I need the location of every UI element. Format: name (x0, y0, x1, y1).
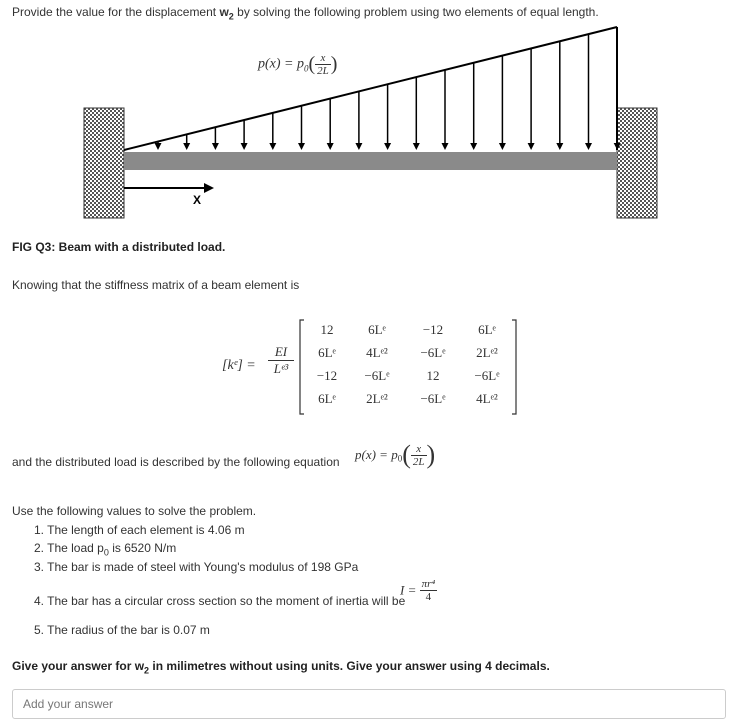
stiffness-matrix (302, 322, 516, 414)
value-item-2-sub: 0 (103, 547, 109, 558)
matrix-cell-r1-c4: 6Lᵉ (478, 322, 496, 337)
value-item-4 (34, 594, 405, 608)
load-arrow-head (212, 143, 219, 150)
value-item-2 (34, 541, 176, 559)
value-item-2-prefix: 2. The load p (34, 541, 104, 555)
matrix-cell-r1-c3: −12 (422, 322, 444, 337)
x-axis-label: X (193, 193, 202, 207)
x-axis-arrowhead (204, 183, 214, 193)
figure-eq-lhs: p(x) = p (258, 56, 304, 72)
figure-eq-num: x (315, 52, 331, 65)
stiffness-intro: Knowing that the stiffness matrix of a beam element is (12, 278, 300, 292)
load-arrows (155, 27, 621, 150)
beam (124, 152, 617, 170)
figure-eq-den: 2L (317, 65, 329, 77)
load-eq-den: 2L (412, 455, 425, 468)
value-item-4-text: 4. The bar has a circular cross section so the moment of inertia will be (34, 594, 406, 608)
value-item-1: 1. The length of each element is 4.06 m (34, 523, 245, 537)
load-arrow-head (413, 143, 420, 150)
figure-caption: FIG Q3: Beam with a distributed load. (12, 240, 226, 254)
left-wall-support (84, 108, 124, 218)
value-item-5: 5. The radius of the bar is 0.07 m (34, 623, 210, 637)
load-arrow-head (384, 143, 391, 150)
matrix-cell-r4-c1: 6Lᵉ (318, 391, 336, 406)
matrix-cell-r3-c4: −6Lᵉ (474, 368, 500, 383)
matrix-cell-r2-c1: 6Lᵉ (318, 345, 336, 360)
beam-figure (0, 0, 741, 240)
load-arrow-head (442, 143, 449, 150)
matrix-cell-r2-c4: 2Lᵉ² (476, 345, 498, 360)
matrix-cell-r3-c3: 12 (426, 368, 440, 383)
stiffness-lhs: [kᵉ] = (222, 358, 256, 373)
load-description-equation: $p(x) = p_0$( $\frac{x}{2L}$ ) (355, 440, 436, 469)
inertia-equation (400, 578, 437, 603)
load-description-text: and the distributed load is described by the following equation (12, 455, 340, 469)
intro-prefix: Provide the value for the displacement (12, 5, 220, 19)
intro-var-sub: 2 (228, 11, 234, 22)
load-description (12, 455, 340, 469)
matrix-cell-r2-c3: −6Lᵉ (420, 345, 446, 360)
matrix-cell-r2-c2: 4Lᵉ² (366, 345, 388, 360)
answer-instruction (12, 659, 550, 677)
load-arrow-head (528, 143, 535, 150)
intro-suffix: by solving the following problem using two elements of equal length. (233, 5, 599, 19)
matrix-cell-r1-c1: 12 (320, 322, 334, 337)
answer-input[interactable] (12, 689, 726, 719)
load-eq-num: x (411, 443, 427, 456)
load-eq-lhs: p(x) = p (355, 447, 398, 462)
inertia-num: πr⁴ (421, 578, 436, 590)
load-arrow-head (355, 143, 362, 150)
figure-load-equation: $p(x) = p_0$( $\frac{x}{2L}$ ) (258, 52, 338, 77)
matrix-cell-r4-c3: −6Lᵉ (420, 391, 446, 406)
instruction-prefix: Give your answer for w (12, 659, 145, 673)
instruction-sub: 2 (144, 665, 150, 676)
load-arrow-head (470, 143, 477, 150)
load-eq-sub: 0 (397, 453, 403, 464)
stiffness-coef-den: Lᵉ³ (273, 361, 289, 376)
load-arrow-head (327, 143, 334, 150)
stiffness-coef (268, 344, 294, 377)
matrix-cell-r4-c2: 2Lᵉ² (366, 391, 388, 406)
load-arrow-head (241, 143, 248, 150)
matrix-cell-r1-c2: 6Lᵉ (368, 322, 386, 337)
instruction-suffix: in milimetres without using units. Give your answer using 4 decimals. (149, 659, 550, 673)
inertia-den: 4 (425, 591, 432, 603)
intro-var-letter: w (219, 5, 229, 19)
right-wall-support (617, 108, 657, 218)
matrix-cell-r3-c1: −12 (316, 368, 338, 383)
values-intro: Use the following values to solve the problem. (12, 504, 257, 518)
stiffness-coef-num: EI (268, 344, 294, 361)
load-arrow-head (499, 143, 506, 150)
matrix-cell-r3-c2: −6Lᵉ (364, 368, 390, 383)
load-arrow-head (183, 143, 190, 150)
inertia-lhs: I = (400, 582, 417, 598)
load-arrow-head (155, 143, 162, 150)
load-arrow-head (556, 143, 563, 150)
load-arrow-head (585, 143, 592, 150)
value-item-2-suffix: is 6520 N/m (108, 541, 177, 555)
figure-eq-sub: 0 (304, 63, 309, 74)
value-item-3: 3. The bar is made of steel with Young's modulus of 198 GPa (34, 560, 359, 574)
matrix-cell-r4-c4: 4Lᵉ² (476, 391, 498, 406)
load-envelope-line (124, 27, 617, 150)
load-arrow-head (269, 143, 276, 150)
load-arrow-head (298, 143, 305, 150)
